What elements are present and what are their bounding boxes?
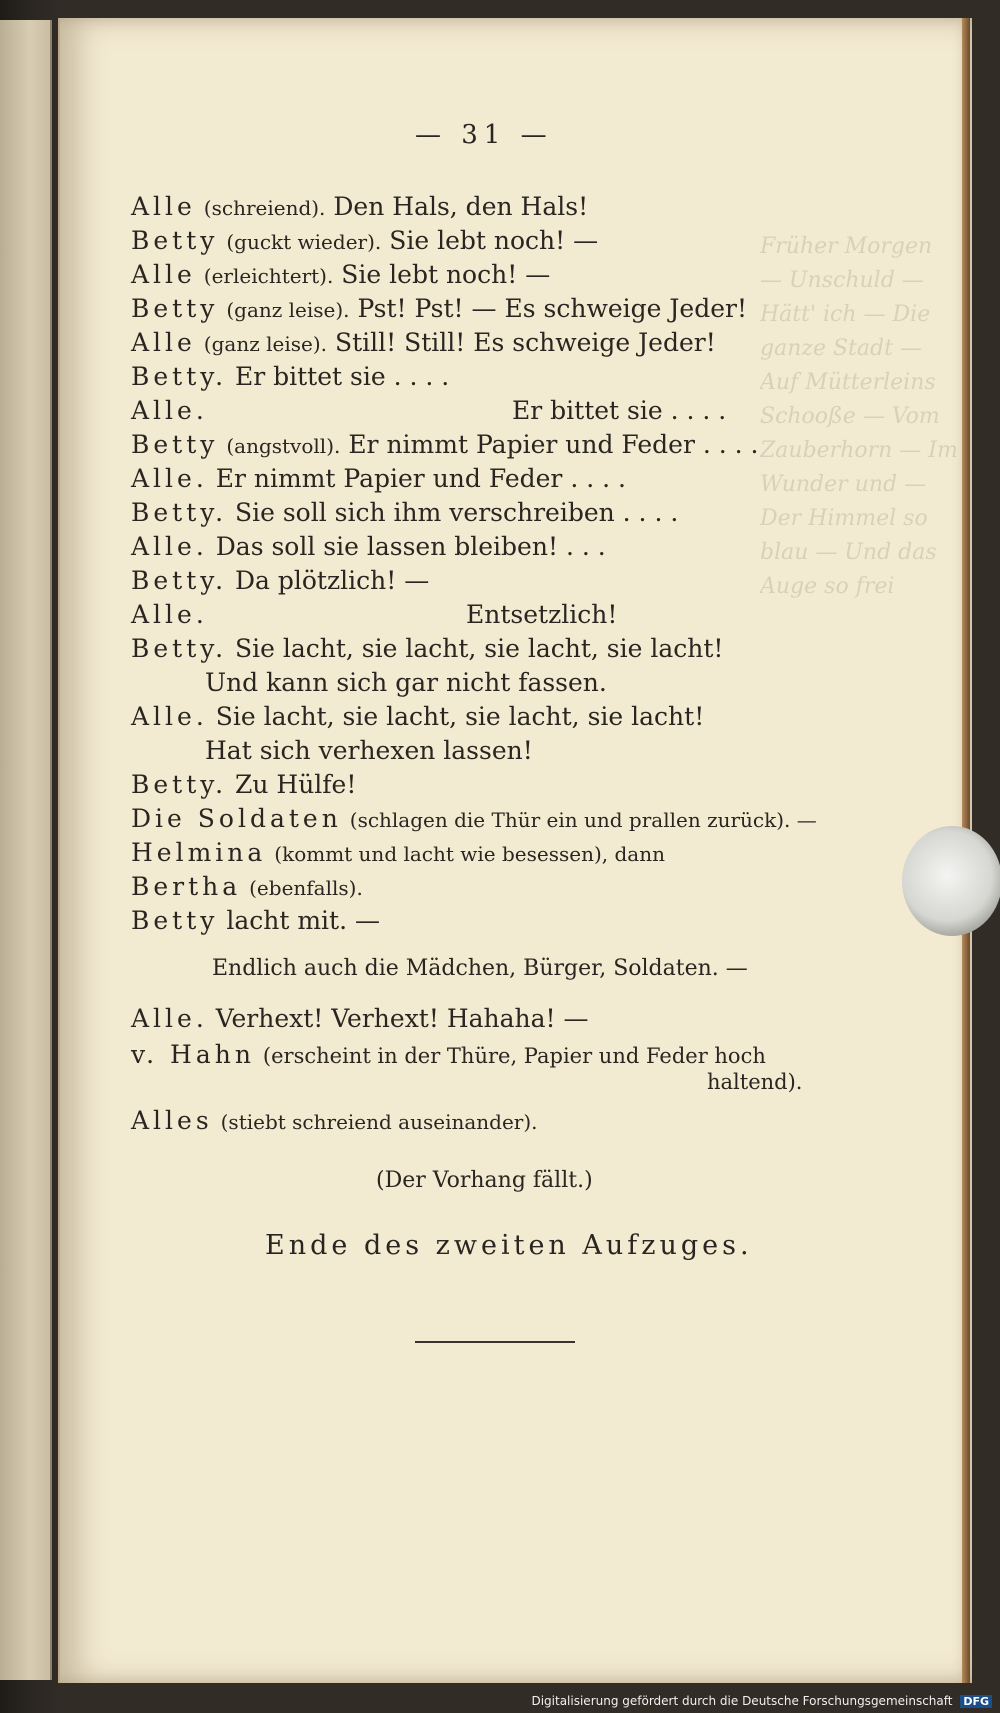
dialogue-line bbox=[131, 838, 665, 867]
speaker: Betty. bbox=[131, 770, 228, 799]
speaker: Betty. bbox=[131, 362, 228, 391]
line-text: Zu Hülfe! bbox=[234, 770, 357, 799]
stage-direction: (guckt wieder). bbox=[226, 230, 382, 254]
dialogue-line bbox=[131, 464, 626, 493]
line-text: Er bittet sie . . . . bbox=[512, 396, 727, 425]
dialogue-line bbox=[131, 770, 356, 799]
line-text: lacht mit. — bbox=[226, 906, 380, 935]
stage-direction: (angstvoll). bbox=[226, 434, 341, 458]
line-text: Still! Still! Es schweige Jeder! bbox=[334, 328, 716, 357]
speaker: Alle. bbox=[131, 464, 208, 493]
act-end-heading: Ende des zweiten Aufzuges. bbox=[265, 1230, 753, 1261]
line-text: Sie lebt noch! — bbox=[389, 226, 599, 255]
dialogue-line bbox=[131, 634, 723, 663]
dialogue-line bbox=[131, 294, 747, 323]
stage-direction: (schreiend). bbox=[203, 196, 326, 220]
stage-direction: (ganz leise). bbox=[226, 298, 350, 322]
speaker: Helmina bbox=[131, 838, 267, 867]
dialogue-line bbox=[131, 362, 449, 391]
speaker: Bertha bbox=[131, 872, 242, 901]
stage-direction: (ebenfalls). bbox=[249, 876, 363, 900]
speaker: Alle. bbox=[131, 1004, 208, 1033]
dialogue-line bbox=[131, 192, 588, 221]
speaker: Alle. bbox=[131, 532, 208, 561]
stage-direction: (erscheint in der Thüre, Papier und Feder hoch bbox=[262, 1044, 766, 1068]
speaker: v. Hahn bbox=[131, 1040, 255, 1069]
stage-direction: (erleichtert). bbox=[203, 264, 334, 288]
speaker: Betty bbox=[131, 430, 219, 459]
speaker: Betty bbox=[131, 226, 219, 255]
speaker: Alle bbox=[131, 192, 196, 221]
speaker: Betty. bbox=[131, 498, 228, 527]
stage-direction: (schlagen die Thür ein und prallen zurück). — bbox=[349, 808, 817, 832]
stage-direction: (stiebt schreiend auseinander). bbox=[220, 1110, 538, 1134]
show-through-text: Früher Morgen — Unschuld — Hätt' ich — Die ganze Stadt — Auf Mütterleins Schooße — Vom Zauberhorn — Im Wunder und — Der Himmel so blau — Und das Auge so frei bbox=[760, 234, 958, 599]
dialogue-line bbox=[131, 226, 598, 255]
dialogue-line bbox=[131, 906, 380, 935]
line-text: Das soll sie lassen bleiben! . . . bbox=[215, 532, 606, 561]
speaker: Alles bbox=[131, 1106, 213, 1135]
stage-direction: (kommt und lacht wie besessen), dann bbox=[274, 842, 665, 866]
stage-direction-continued: haltend). bbox=[707, 1070, 803, 1094]
dialogue-line bbox=[131, 532, 606, 561]
dialogue-line bbox=[131, 566, 429, 595]
line-text: Sie lacht, sie lacht, sie lacht, sie lacht! bbox=[215, 702, 705, 731]
speaker: Betty. bbox=[131, 634, 228, 663]
dialogue-line bbox=[131, 328, 716, 357]
speaker: Alle bbox=[131, 260, 196, 289]
verse-line: Und kann sich gar nicht fassen. bbox=[205, 668, 607, 697]
dfg-logo: DFG bbox=[960, 1695, 992, 1708]
footer-credit bbox=[531, 1694, 992, 1708]
speaker: Betty bbox=[131, 294, 219, 323]
page-clip bbox=[902, 826, 1000, 936]
page-number: — 31 — bbox=[415, 120, 553, 150]
curtain-direction: (Der Vorhang fällt.) bbox=[376, 1168, 593, 1193]
line-text: Pst! Pst! — Es schweige Jeder! bbox=[357, 294, 747, 323]
dialogue-line bbox=[131, 872, 363, 901]
line-text: Sie lacht, sie lacht, sie lacht, sie lacht! bbox=[234, 634, 724, 663]
dialogue-line bbox=[131, 600, 208, 629]
dialogue-line bbox=[131, 1004, 589, 1033]
speaker: Alle. bbox=[131, 600, 208, 629]
dialogue-line bbox=[131, 804, 817, 833]
stage-direction: (ganz leise). bbox=[203, 332, 327, 356]
dialogue-line bbox=[131, 702, 704, 731]
speaker: Die Soldaten bbox=[131, 804, 342, 833]
speaker: Betty. bbox=[131, 566, 228, 595]
dialogue-line bbox=[131, 260, 550, 289]
left-page-edge bbox=[0, 20, 52, 1680]
dialogue-line bbox=[131, 1106, 538, 1135]
speaker: Alle bbox=[131, 328, 196, 357]
line-text: Verhext! Verhext! Hahaha! — bbox=[215, 1004, 589, 1033]
line-text: Sie soll sich ihm verschreiben . . . . bbox=[234, 498, 679, 527]
line-text: Entsetzlich! bbox=[466, 600, 618, 629]
line-text: Sie lebt noch! — bbox=[341, 260, 551, 289]
line-text: Da plötzlich! — bbox=[234, 566, 430, 595]
line-text: Den Hals, den Hals! bbox=[333, 192, 589, 221]
line-text: Er nimmt Papier und Feder . . . . bbox=[215, 464, 626, 493]
dialogue-line bbox=[131, 1040, 766, 1069]
stage-direction-line: Endlich auch die Mädchen, Bürger, Soldaten. — bbox=[212, 956, 748, 981]
speaker: Alle. bbox=[131, 396, 208, 425]
line-text: Er nimmt Papier und Feder . . . . bbox=[348, 430, 759, 459]
end-rule bbox=[415, 1341, 575, 1343]
verse-line: Hat sich verhexen lassen! bbox=[205, 736, 533, 765]
line-text: Er bittet sie . . . . bbox=[234, 362, 450, 391]
speaker: Alle. bbox=[131, 702, 208, 731]
dialogue-line bbox=[131, 396, 208, 425]
footer-text: Digitalisierung gefördert durch die Deutsche Forschungsgemeinschaft bbox=[531, 1694, 953, 1708]
dialogue-line bbox=[131, 498, 678, 527]
dialogue-line bbox=[131, 430, 759, 459]
speaker: Betty bbox=[131, 906, 219, 935]
